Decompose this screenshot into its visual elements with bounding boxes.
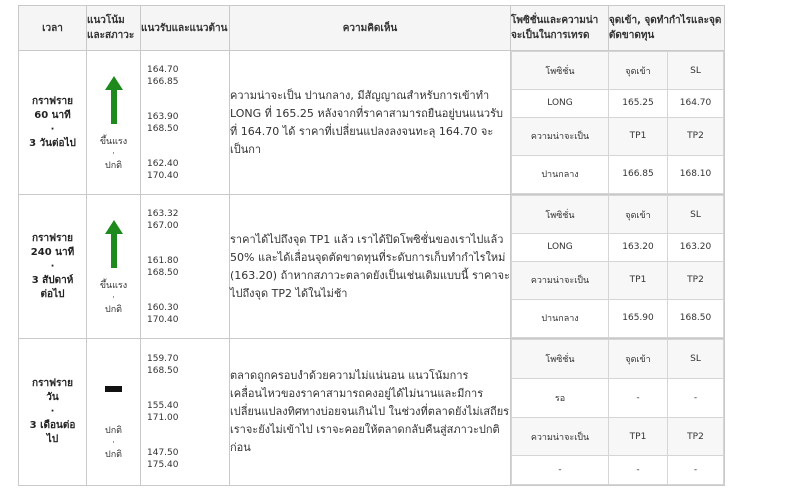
grid-cell: 165.25 [609, 90, 668, 118]
trend-label: ปกติ [104, 450, 122, 460]
header-time: เวลา [19, 6, 87, 51]
timeframe-line: 3 เดือนต่อ [29, 420, 76, 431]
grid-row [512, 234, 724, 262]
support-value: 163.90 [147, 111, 179, 122]
grid-cell: จุดเข้า [609, 52, 668, 90]
grid-cell: TP2 [668, 117, 724, 155]
header-trend: แนวโน้มและสภาวะ [87, 6, 141, 51]
level-pair [147, 400, 229, 424]
arrow-up-icon [87, 218, 140, 270]
comment-cell: ความน่าจะเป็น ปานกลาง, มีสัญญาณสำหรับการเข้าทำ LONG ที่ 165.25 หลังจากที่ราคาสามารถยืนอยู่บนแนวรับที่ 164.70 ได้ ราคาที่เปลี่ยนแปลงลงจนทะลุ 164.70 จะเป็นกา [230, 51, 511, 195]
level-pair [147, 158, 229, 182]
header-position: โพซิชั่นและความน่าจะเป็นในการเทรด [511, 6, 609, 51]
grid-cell: จุดเข้า [609, 340, 668, 379]
timeframe-line: 3 สัปดาห์ [31, 274, 74, 286]
timeframe-line: · [50, 406, 55, 417]
grid-row [512, 52, 724, 90]
trend-label: · [112, 148, 115, 159]
grid-cell: - [609, 378, 668, 417]
resistance-value: 175.40 [147, 460, 179, 470]
timeframe-line: · [50, 260, 55, 272]
header-levels: แนวรับและแนวต้าน [141, 6, 230, 51]
support-value: 161.80 [147, 255, 179, 266]
level-pair [147, 64, 229, 88]
support-value: 164.70 [147, 64, 179, 75]
table-row [19, 339, 725, 486]
level-pair [147, 353, 229, 377]
timeframe-cell [19, 195, 87, 339]
position-grid [511, 195, 724, 338]
position-grid [511, 339, 724, 485]
levels-cell [141, 51, 230, 195]
trend-cell [87, 339, 141, 486]
grid-cell: ความน่าจะเป็น [512, 117, 609, 155]
grid-cell: 163.20 [668, 234, 724, 262]
trend-label: ขึ้นแรง [99, 136, 128, 147]
grid-row [512, 155, 724, 193]
comment-cell: ราคาได้ไปถึงจุด TP1 แล้ว เราได้ปิดโพซิชั่นของเราไปแล้ว 50% และได้เลื่อนจุดตัดขาดทุนที่ระดับการเก็บทำกำไรใหม่ (163.20) ถ้าหากสภาวะตลาดยังเป็นเช่นเดิมแบบนี้ ราคาจะไปถึงจุด TP2 ได้ในไม่ช้า [230, 195, 511, 339]
support-value: 163.32 [147, 208, 179, 219]
grid-cell: รอ [512, 378, 609, 417]
grid-cell: ความน่าจะเป็น [512, 261, 609, 299]
support-value: 147.50 [147, 448, 179, 458]
grid-row [512, 196, 724, 234]
grid-cell: 166.85 [609, 155, 668, 193]
grid-row [512, 378, 724, 417]
timeframe-line: ไป [46, 434, 59, 445]
timeframe-line: วัน [46, 392, 59, 403]
grid-cell: TP1 [609, 417, 668, 456]
grid-cell: ปานกลาง [512, 155, 609, 193]
trend-cell [87, 195, 141, 339]
resistance-value: 170.40 [147, 170, 179, 181]
header-entry: จุดเข้า, จุดทำกำไรและจุดตัดขาดทุน [608, 6, 724, 51]
grid-cell: - [668, 378, 724, 417]
grid-cell: ปานกลาง [512, 299, 609, 337]
timeframe-line: 3 วันต่อไป [29, 137, 76, 149]
signals-table [18, 5, 725, 486]
table-row [19, 51, 725, 195]
level-pair [147, 447, 229, 471]
resistance-value: 167.00 [147, 220, 179, 231]
position-grid-cell [511, 195, 725, 339]
grid-cell: TP2 [668, 261, 724, 299]
grid-cell: SL [668, 52, 724, 90]
grid-cell: โพซิชั่น [512, 196, 609, 234]
grid-row [512, 417, 724, 456]
grid-row [512, 90, 724, 118]
timeframe-cell [19, 339, 87, 486]
support-value: 159.70 [147, 354, 179, 364]
arrow-up-icon [87, 74, 140, 126]
trend-label: · [112, 438, 115, 448]
grid-cell: LONG [512, 234, 609, 262]
position-grid-cell [511, 51, 725, 195]
timeframe-line: · [50, 123, 55, 135]
level-pair [147, 255, 229, 279]
level-pair [147, 302, 229, 326]
levels-cell [141, 339, 230, 486]
grid-cell: 164.70 [668, 90, 724, 118]
support-value: 155.40 [147, 401, 179, 411]
grid-row [512, 340, 724, 379]
timeframe-line: ต่อไป [40, 288, 65, 300]
trend-label: · [112, 292, 115, 303]
resistance-value: 170.40 [147, 314, 179, 325]
level-pair [147, 208, 229, 232]
grid-cell: 168.10 [668, 155, 724, 193]
header-comment: ความคิดเห็น [230, 6, 511, 51]
grid-cell: LONG [512, 90, 609, 118]
grid-row [512, 456, 724, 485]
grid-cell: TP2 [668, 417, 724, 456]
timeframe-line: กราฟราย [32, 95, 73, 107]
grid-cell: 165.90 [609, 299, 668, 337]
grid-cell: จุดเข้า [609, 196, 668, 234]
grid-row [512, 299, 724, 337]
position-grid-cell [511, 339, 725, 486]
timeframe-line: กราฟราย [32, 232, 73, 244]
timeframe-line: 240 นาที [30, 246, 75, 258]
resistance-value: 166.85 [147, 76, 179, 87]
position-grid [511, 51, 724, 194]
grid-cell: - [609, 456, 668, 485]
grid-cell: TP1 [609, 117, 668, 155]
grid-row [512, 117, 724, 155]
grid-cell: โพซิชั่น [512, 340, 609, 379]
grid-cell: 168.50 [668, 299, 724, 337]
grid-cell: - [512, 456, 609, 485]
grid-cell: ความน่าจะเป็น [512, 417, 609, 456]
grid-cell: 163.20 [609, 234, 668, 262]
grid-cell: TP1 [609, 261, 668, 299]
trend-label: ปกติ [104, 426, 122, 436]
resistance-value: 168.50 [147, 123, 179, 134]
support-value: 160.30 [147, 302, 179, 313]
timeframe-line: กราฟราย [32, 378, 73, 389]
support-value: 162.40 [147, 158, 179, 169]
flat-dash-icon [87, 363, 140, 415]
resistance-value: 168.50 [147, 267, 179, 278]
header-row [19, 6, 725, 51]
trend-label: ปกติ [104, 160, 122, 171]
grid-cell: - [668, 456, 724, 485]
trend-cell [87, 51, 141, 195]
timeframe-cell [19, 51, 87, 195]
grid-row [512, 261, 724, 299]
grid-cell: SL [668, 340, 724, 379]
trend-label: ปกติ [104, 304, 122, 315]
levels-cell [141, 195, 230, 339]
trend-label: ขึ้นแรง [99, 280, 128, 291]
resistance-value: 168.50 [147, 366, 179, 376]
comment-cell: ตลาดถูกครอบงำด้วยความไม่แน่นอน แนวโน้มการเคลื่อนไหวของราคาสามารถคงอยู่ได้ไม่นานและมีการเปลี่ยนแปลงทิศทางบ่อยจนเกินไป ในช่วงที่ตลาดยังไม่เสถียรเราจะยังไม่เข้าไป เราจะคอยให้ตลาดกลับคืนสู่สภาวะปกติก่อน [230, 339, 511, 486]
table-row [19, 195, 725, 339]
level-pair [147, 111, 229, 135]
grid-cell: SL [668, 196, 724, 234]
resistance-value: 171.00 [147, 413, 179, 423]
grid-cell: โพซิชั่น [512, 52, 609, 90]
timeframe-line: 60 นาที [34, 109, 71, 121]
